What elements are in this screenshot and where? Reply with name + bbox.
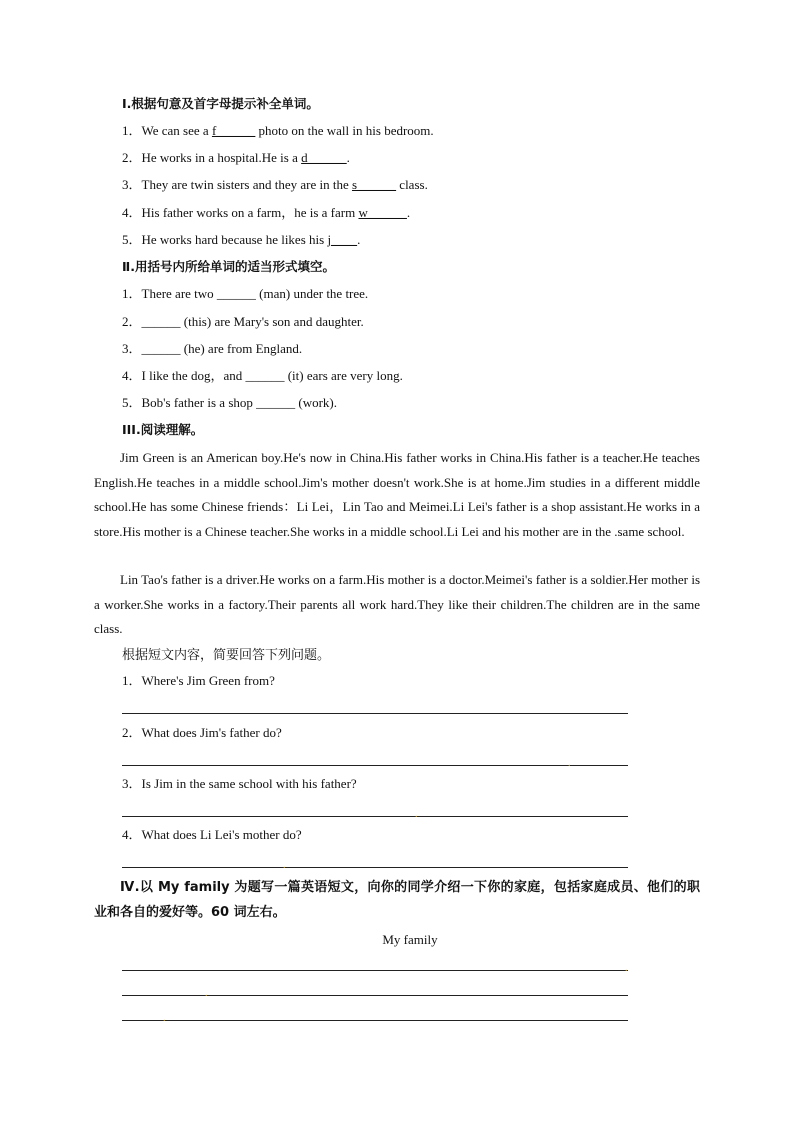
item-number: 3． bbox=[122, 177, 142, 192]
answer-line[interactable] bbox=[122, 765, 628, 766]
answer-blank[interactable]: s______ bbox=[351, 177, 397, 192]
s2-item-1: 1．There are two ______ (man) under the tree. bbox=[122, 286, 369, 301]
question-2: 2．What does Jim's father do? bbox=[122, 725, 282, 740]
item-text-pre: We can see a bbox=[141, 123, 212, 138]
question-3: 3．Is Jim in the same school with his father? bbox=[122, 776, 357, 791]
item-number: 2． bbox=[122, 150, 142, 165]
s2-item-2: 2．______ (this) are Mary's son and daughter. bbox=[122, 314, 364, 329]
section-4-heading: Ⅳ.以 My family 为题写一篇英语短文，向你的同学介绍一下你的家庭，包括家庭成员、他们的职业和各自的爱好等。60 词左右。 bbox=[94, 880, 700, 920]
question-1: 1．Where's Jim Green from? bbox=[122, 673, 275, 688]
item-number: 1． bbox=[122, 123, 142, 138]
reading-paragraph-2: Lin Tao's father is a driver.He works on a farm.His mother is a doctor.Meimei's father is a soldier.Her mother is a worker.She works in a factory.Their parents all work hard.They like their children.The children are in the same class. bbox=[94, 572, 700, 636]
item-text-pre: They are twin sisters and they are in the bbox=[141, 177, 352, 192]
item-text-post: photo on the wall in his bedroom. bbox=[255, 123, 434, 138]
section-3-heading: III.阅读理解。 bbox=[122, 422, 204, 437]
question-4: 4．What does Li Lei's mother do? bbox=[122, 827, 302, 842]
answer-blank[interactable]: w______ bbox=[358, 205, 407, 220]
punctuation-mark: . bbox=[625, 963, 628, 974]
reading-instruction: 根据短文内容，简要回答下列问题。 bbox=[122, 647, 331, 662]
punctuation-mark: . bbox=[283, 860, 286, 871]
item-number: 4． bbox=[122, 205, 142, 220]
punctuation-mark: . bbox=[163, 1013, 166, 1024]
s1-item-3 bbox=[122, 177, 428, 193]
writing-line[interactable] bbox=[122, 970, 628, 971]
writing-line[interactable] bbox=[122, 1020, 628, 1021]
s2-item-3: 3．______ (he) are from England. bbox=[122, 341, 303, 356]
answer-line[interactable] bbox=[122, 816, 628, 817]
answer-line[interactable] bbox=[122, 867, 628, 868]
punctuation-mark: . bbox=[415, 809, 418, 820]
answer-line[interactable] bbox=[122, 713, 628, 714]
item-text-pre: He works hard because he likes his bbox=[141, 232, 328, 247]
answer-blank[interactable]: f______ bbox=[211, 123, 256, 138]
s1-item-4 bbox=[122, 205, 410, 221]
item-text-pre: He works in a hospital.He is a bbox=[141, 150, 302, 165]
s2-item-4: 4．I like the dog，and ______ (it) ears are very long. bbox=[122, 368, 403, 383]
s1-item-5 bbox=[122, 232, 360, 248]
s1-item-1 bbox=[122, 123, 434, 139]
punctuation-mark: . bbox=[568, 758, 571, 769]
s1-item-2 bbox=[122, 150, 350, 166]
s2-item-5: 5．Bob's father is a shop ______ (work). bbox=[122, 395, 338, 410]
item-text-post: class. bbox=[396, 177, 428, 192]
answer-blank[interactable]: d______ bbox=[301, 150, 347, 165]
reading-paragraph-1: Jim Green is an American boy.He's now in China.His father works in China.His father is a teacher.He teaches English.He teaches in a middle school.Jim's mother doesn't work.She is at home.Jim studies in a different middle school.He has some Chinese friends：Li Lei，Lin Tao and Meimei.Li Lei's father is a shop assistant.He works in a store.His mother is a Chinese teacher.She works in a middle school.Li Lei and his mother are in the .same school. bbox=[94, 450, 700, 539]
item-number: 5． bbox=[122, 232, 142, 247]
section-2-heading: Ⅱ.用括号内所给单词的适当形式填空。 bbox=[122, 259, 335, 274]
answer-blank[interactable]: j____ bbox=[327, 232, 358, 247]
item-text-pre: His father works on a farm，he is a farm bbox=[141, 205, 359, 220]
punctuation-mark: . bbox=[205, 988, 208, 999]
writing-line[interactable] bbox=[122, 995, 628, 996]
essay-title: My family bbox=[382, 932, 438, 947]
item-text-post: . bbox=[346, 150, 350, 165]
item-text-post: . bbox=[406, 205, 411, 220]
section-1-heading: Ⅰ.根据句意及首字母提示补全单词。 bbox=[122, 96, 319, 111]
item-text-post: . bbox=[357, 232, 361, 247]
